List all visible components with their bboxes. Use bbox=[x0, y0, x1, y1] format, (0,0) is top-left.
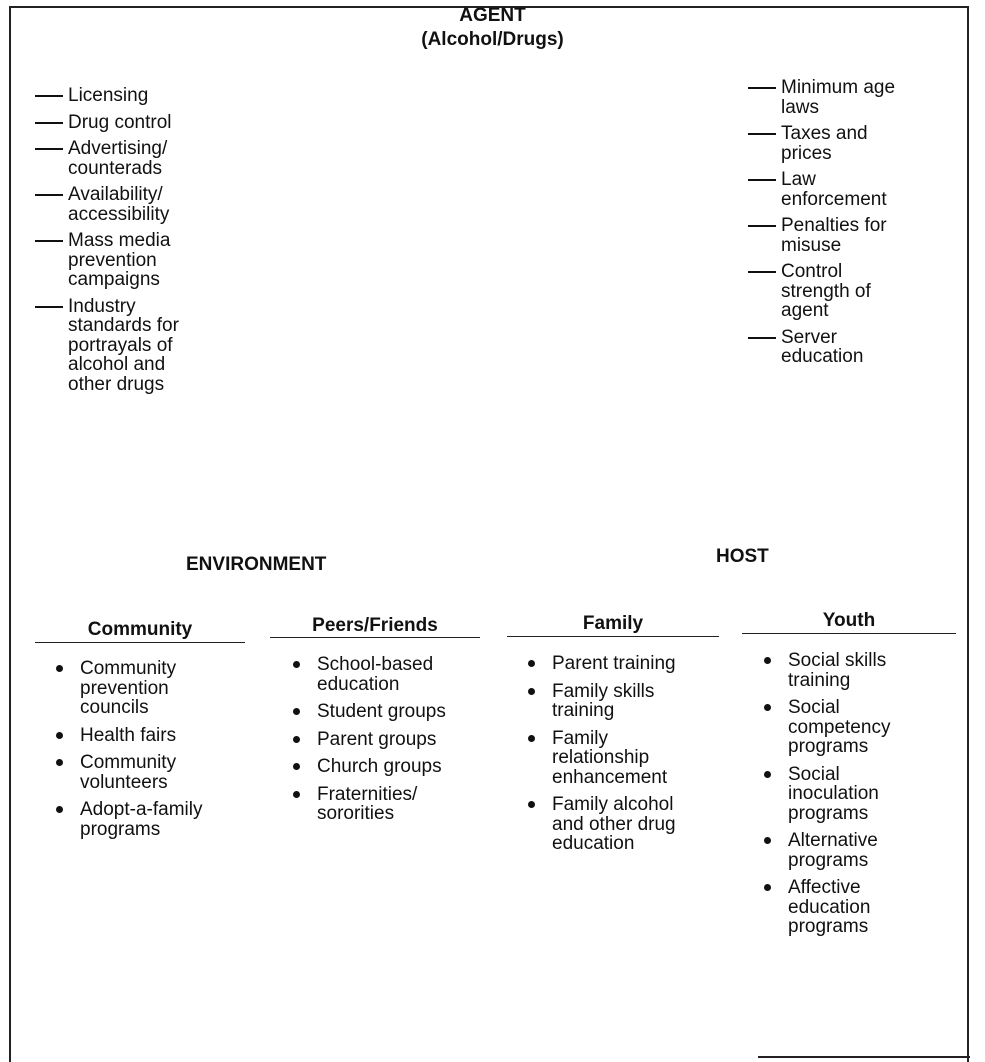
community-list bbox=[53, 659, 253, 847]
list-item-text: Adopt-a-family programs bbox=[80, 799, 203, 840]
list-item bbox=[525, 682, 725, 721]
list-item-text: Social inoculation programs bbox=[788, 763, 879, 824]
bullet-icon bbox=[528, 688, 535, 695]
list-item-text: Drug control bbox=[68, 111, 172, 133]
list-item bbox=[35, 185, 265, 224]
list-item-text: Advertising/ counterads bbox=[68, 138, 168, 179]
community-rule bbox=[35, 642, 245, 643]
agent-subtitle: (Alcohol/Drugs) bbox=[421, 29, 564, 50]
peers-friends-list bbox=[290, 655, 485, 832]
dash-marker bbox=[748, 225, 776, 227]
agent-right-list bbox=[748, 78, 963, 374]
bullet-icon bbox=[293, 708, 300, 715]
bullet-icon bbox=[293, 661, 300, 668]
agent-left-list bbox=[35, 86, 265, 401]
list-item bbox=[525, 795, 725, 854]
dash-marker bbox=[35, 122, 63, 124]
dash-marker bbox=[748, 179, 776, 181]
agent-title: AGENT bbox=[459, 5, 526, 26]
dash-marker bbox=[748, 337, 776, 339]
list-item bbox=[35, 231, 265, 290]
list-item-text: Parent training bbox=[552, 653, 676, 674]
dash-marker bbox=[748, 133, 776, 135]
list-item bbox=[290, 655, 485, 694]
bullet-icon bbox=[56, 806, 63, 813]
list-item bbox=[748, 78, 963, 117]
list-item bbox=[748, 216, 963, 255]
list-item bbox=[53, 726, 253, 746]
dash-marker bbox=[748, 87, 776, 89]
list-item-text: Industry standards for portrayals of alcohol and other drugs bbox=[68, 295, 179, 395]
peers-friends-rule bbox=[270, 637, 480, 638]
list-item bbox=[290, 730, 485, 750]
list-item-text: Student groups bbox=[317, 701, 446, 722]
list-item-text: Law enforcement bbox=[781, 169, 887, 210]
list-item bbox=[525, 654, 725, 674]
list-item-text: Penalties for misuse bbox=[781, 215, 887, 256]
list-item-text: Family relationship enhancement bbox=[552, 727, 668, 788]
bullet-icon bbox=[764, 771, 771, 778]
bullet-icon bbox=[56, 665, 63, 672]
list-item-text: Social competency programs bbox=[788, 697, 891, 757]
list-item bbox=[53, 659, 253, 718]
dash-marker bbox=[35, 95, 63, 97]
dash-marker bbox=[35, 306, 63, 308]
list-item bbox=[35, 113, 265, 133]
environment-title: ENVIRONMENT bbox=[186, 554, 327, 575]
list-item bbox=[53, 753, 253, 792]
column-heading-community: Community bbox=[87, 619, 193, 640]
dash-marker bbox=[35, 194, 63, 196]
list-item bbox=[525, 729, 725, 788]
list-item bbox=[761, 878, 961, 937]
list-item bbox=[748, 124, 963, 163]
dash-marker bbox=[748, 271, 776, 273]
bullet-icon bbox=[528, 801, 535, 808]
host-title: HOST bbox=[716, 546, 769, 567]
list-item-text: Family skills training bbox=[552, 680, 655, 721]
bullet-icon bbox=[764, 704, 771, 711]
list-item bbox=[748, 328, 963, 367]
list-item-text: Family alcohol and other drug education bbox=[552, 794, 676, 854]
youth-rule bbox=[742, 633, 956, 634]
list-item-text: Affective education programs bbox=[788, 877, 871, 937]
dash-marker bbox=[35, 148, 63, 150]
list-item-text: Community volunteers bbox=[80, 752, 177, 793]
list-item bbox=[761, 651, 961, 690]
list-item bbox=[761, 698, 961, 757]
youth-list bbox=[761, 651, 961, 945]
bullet-icon bbox=[293, 791, 300, 798]
list-item bbox=[53, 800, 253, 839]
list-item-text: Availability/ accessibility bbox=[68, 184, 170, 225]
bullet-icon bbox=[56, 759, 63, 766]
list-item bbox=[290, 757, 485, 777]
bullet-icon bbox=[56, 732, 63, 739]
bullet-icon bbox=[293, 736, 300, 743]
column-heading-youth: Youth bbox=[822, 610, 876, 631]
list-item bbox=[290, 702, 485, 722]
list-item-text: Parent groups bbox=[317, 728, 437, 750]
list-item bbox=[35, 139, 265, 178]
bullet-icon bbox=[764, 884, 771, 891]
list-item bbox=[761, 831, 961, 870]
list-item bbox=[35, 297, 265, 395]
bullet-icon bbox=[528, 735, 535, 742]
list-item bbox=[761, 765, 961, 824]
list-item-text: Minimum age laws bbox=[781, 77, 896, 118]
list-item bbox=[748, 170, 963, 209]
list-item bbox=[290, 785, 485, 824]
frame-bottom-edge bbox=[758, 1056, 970, 1058]
column-heading-peers-friends: Peers/Friends bbox=[312, 615, 438, 636]
bullet-icon bbox=[764, 837, 771, 844]
bullet-icon bbox=[293, 763, 300, 770]
family-list bbox=[525, 654, 725, 862]
column-heading-family: Family bbox=[582, 613, 644, 634]
dash-marker bbox=[35, 240, 63, 242]
list-item-text: Social skills training bbox=[788, 650, 887, 691]
list-item bbox=[35, 86, 265, 106]
list-item-text: Community prevention councils bbox=[80, 658, 177, 718]
bullet-icon bbox=[528, 660, 535, 667]
list-item-text: Server education bbox=[781, 326, 864, 367]
bullet-icon bbox=[764, 657, 771, 664]
list-item-text: Health fairs bbox=[80, 724, 177, 746]
family-rule bbox=[507, 636, 719, 637]
list-item-text: School-based education bbox=[317, 654, 434, 695]
list-item-text: Church groups bbox=[317, 756, 442, 777]
list-item-text: Control strength of agent bbox=[781, 261, 871, 321]
list-item-text: Fraternities/ sororities bbox=[317, 783, 418, 824]
list-item-text: Mass media prevention campaigns bbox=[68, 230, 171, 290]
list-item bbox=[748, 262, 963, 321]
list-item-text: Taxes and prices bbox=[781, 123, 868, 164]
list-item-text: Alternative programs bbox=[788, 830, 878, 871]
list-item-text: Licensing bbox=[68, 85, 149, 106]
